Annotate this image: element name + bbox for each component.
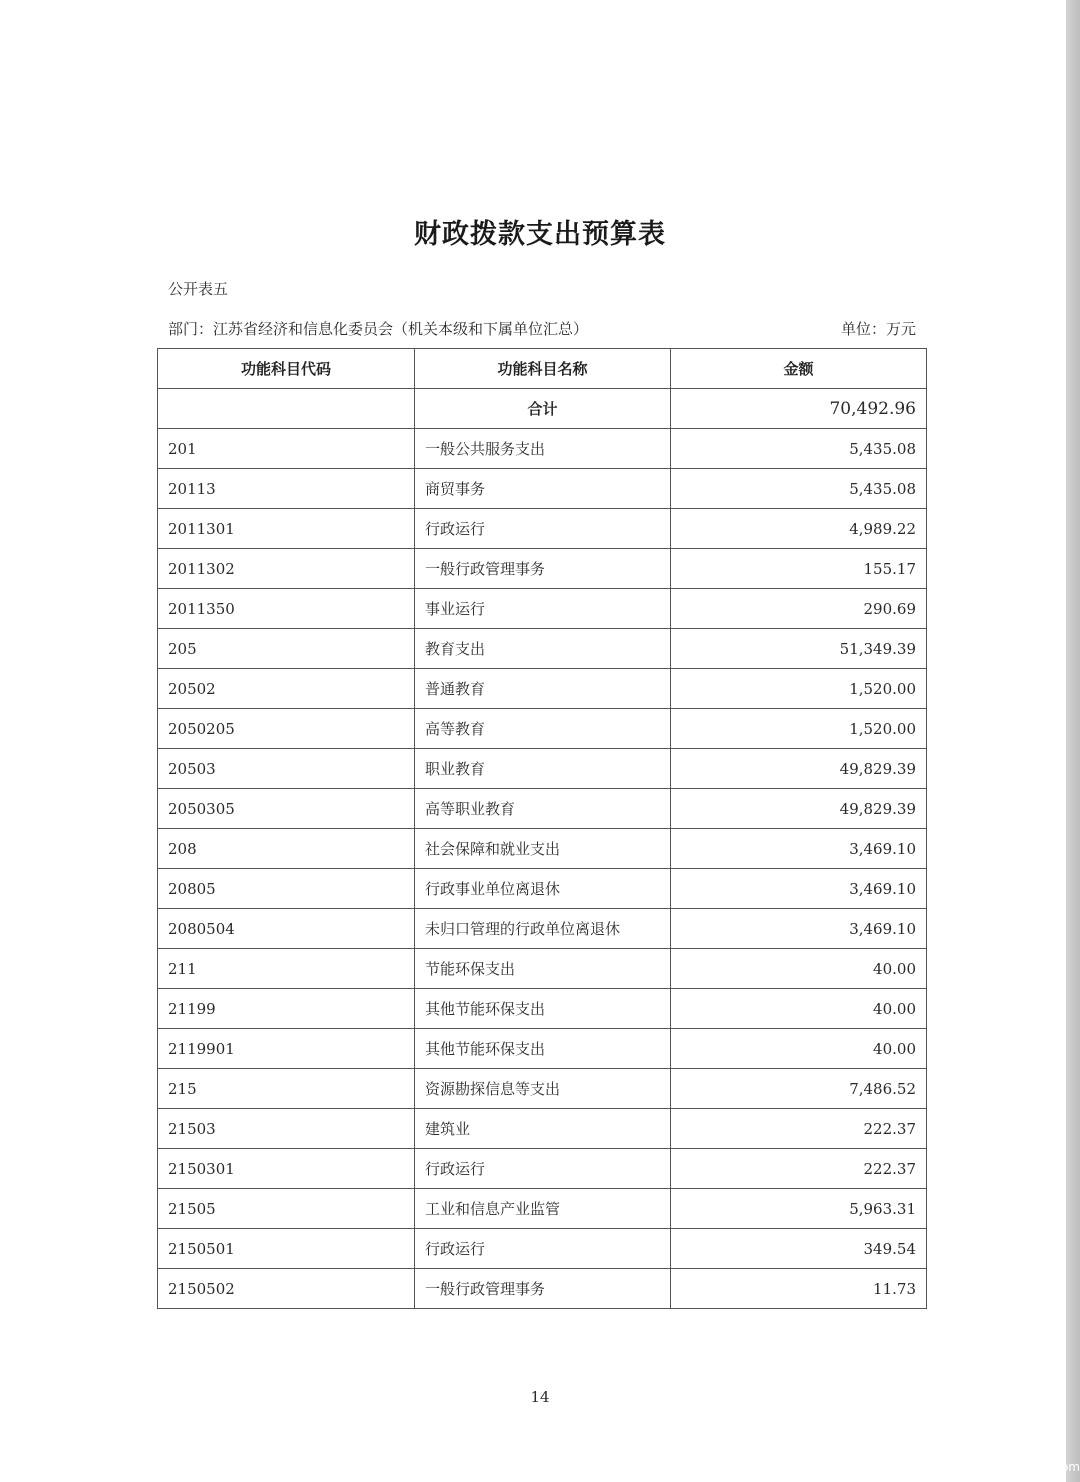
function-code-cell: 2011350 — [158, 589, 415, 629]
table-row — [158, 469, 927, 509]
amount-cell: 40.00 — [671, 949, 927, 989]
function-code-cell: 21503 — [158, 1109, 415, 1149]
function-code-cell: 2011301 — [158, 509, 415, 549]
function-code-cell: 20503 — [158, 749, 415, 789]
amount-cell: 5,435.08 — [671, 469, 927, 509]
amount-cell: 40.00 — [671, 989, 927, 1029]
function-name-cell: 行政事业单位离退休 — [415, 869, 671, 909]
function-code-cell: 2050305 — [158, 789, 415, 829]
table-row — [158, 629, 927, 669]
function-name-cell: 未归口管理的行政单位离退休 — [415, 909, 671, 949]
table-row — [158, 509, 927, 549]
amount-cell: 49,829.39 — [671, 789, 927, 829]
table-row — [158, 589, 927, 629]
total-amount: 70,492.96 — [671, 389, 927, 429]
table-row — [158, 709, 927, 749]
amount-cell: 51,349.39 — [671, 629, 927, 669]
table-row — [158, 1189, 927, 1229]
function-name-cell: 一般公共服务支出 — [415, 429, 671, 469]
function-name-cell: 职业教育 — [415, 749, 671, 789]
header-amount: 金额 — [671, 349, 927, 389]
amount-cell: 349.54 — [671, 1229, 927, 1269]
table-row — [158, 749, 927, 789]
function-code-cell: 21199 — [158, 989, 415, 1029]
function-name-cell: 行政运行 — [415, 509, 671, 549]
amount-cell: 5,435.08 — [671, 429, 927, 469]
amount-cell: 3,469.10 — [671, 909, 927, 949]
function-name-cell: 一般行政管理事务 — [415, 1269, 671, 1309]
table-row — [158, 989, 927, 1029]
function-name-cell: 工业和信息产业监管 — [415, 1189, 671, 1229]
function-name-cell: 行政运行 — [415, 1149, 671, 1189]
function-name-cell: 商贸事务 — [415, 469, 671, 509]
function-name-cell: 节能环保支出 — [415, 949, 671, 989]
watermark: om — [1060, 1460, 1080, 1474]
unit-label: 单位：万元 — [840, 320, 916, 338]
function-code-cell: 201 — [158, 429, 415, 469]
document-title: 财政拨款支出预算表 — [414, 219, 666, 250]
department-label: 部门：江苏省经济和信息化委员会（机关本级和下属单位汇总） — [168, 320, 589, 338]
amount-cell: 7,486.52 — [671, 1069, 927, 1109]
function-name-cell: 资源勘探信息等支出 — [415, 1069, 671, 1109]
function-name-cell: 事业运行 — [415, 589, 671, 629]
function-name-cell: 其他节能环保支出 — [415, 1029, 671, 1069]
page-number: 14 — [530, 1388, 550, 1406]
table-row — [158, 1229, 927, 1269]
function-code-cell: 2119901 — [158, 1029, 415, 1069]
amount-cell: 49,829.39 — [671, 749, 927, 789]
function-name-cell: 建筑业 — [415, 1109, 671, 1149]
function-code-cell: 2080504 — [158, 909, 415, 949]
table-row — [158, 1029, 927, 1069]
table-row — [158, 869, 927, 909]
table-row — [158, 789, 927, 829]
amount-cell: 5,963.31 — [671, 1189, 927, 1229]
amount-cell: 40.00 — [671, 1029, 927, 1069]
table-row — [158, 669, 927, 709]
function-name-cell: 社会保障和就业支出 — [415, 829, 671, 869]
function-code-cell: 21505 — [158, 1189, 415, 1229]
function-code-cell: 2050205 — [158, 709, 415, 749]
function-name-cell: 其他节能环保支出 — [415, 989, 671, 1029]
table-row — [158, 549, 927, 589]
table-row — [158, 829, 927, 869]
function-code-cell: 2011302 — [158, 549, 415, 589]
header-code: 功能科目代码 — [158, 349, 415, 389]
budget-table — [157, 348, 927, 1309]
function-name-cell: 行政运行 — [415, 1229, 671, 1269]
function-code-cell: 20113 — [158, 469, 415, 509]
function-name-cell: 高等职业教育 — [415, 789, 671, 829]
amount-cell: 11.73 — [671, 1269, 927, 1309]
amount-cell: 155.17 — [671, 549, 927, 589]
function-code-cell: 20805 — [158, 869, 415, 909]
form-number: 公开表五 — [168, 280, 229, 298]
header-name: 功能科目名称 — [415, 349, 671, 389]
amount-cell: 3,469.10 — [671, 829, 927, 869]
amount-cell: 4,989.22 — [671, 509, 927, 549]
function-code-cell: 2150502 — [158, 1269, 415, 1309]
table-row — [158, 1069, 927, 1109]
table-row — [158, 949, 927, 989]
amount-cell: 1,520.00 — [671, 669, 927, 709]
amount-cell: 222.37 — [671, 1149, 927, 1189]
total-code — [158, 389, 415, 429]
table-row — [158, 1149, 927, 1189]
function-code-cell: 20502 — [158, 669, 415, 709]
table-row — [158, 429, 927, 469]
table-header-row — [158, 349, 927, 389]
function-code-cell: 2150301 — [158, 1149, 415, 1189]
function-code-cell: 205 — [158, 629, 415, 669]
function-code-cell: 208 — [158, 829, 415, 869]
function-name-cell: 普通教育 — [415, 669, 671, 709]
function-name-cell: 一般行政管理事务 — [415, 549, 671, 589]
amount-cell: 1,520.00 — [671, 709, 927, 749]
function-name-cell: 高等教育 — [415, 709, 671, 749]
function-name-cell: 教育支出 — [415, 629, 671, 669]
function-code-cell: 215 — [158, 1069, 415, 1109]
amount-cell: 3,469.10 — [671, 869, 927, 909]
amount-cell: 222.37 — [671, 1109, 927, 1149]
function-code-cell: 2150501 — [158, 1229, 415, 1269]
amount-cell: 290.69 — [671, 589, 927, 629]
table-row — [158, 909, 927, 949]
total-row — [158, 389, 927, 429]
table-row — [158, 1269, 927, 1309]
total-label: 合计 — [415, 389, 671, 429]
function-code-cell: 211 — [158, 949, 415, 989]
table-row — [158, 1109, 927, 1149]
